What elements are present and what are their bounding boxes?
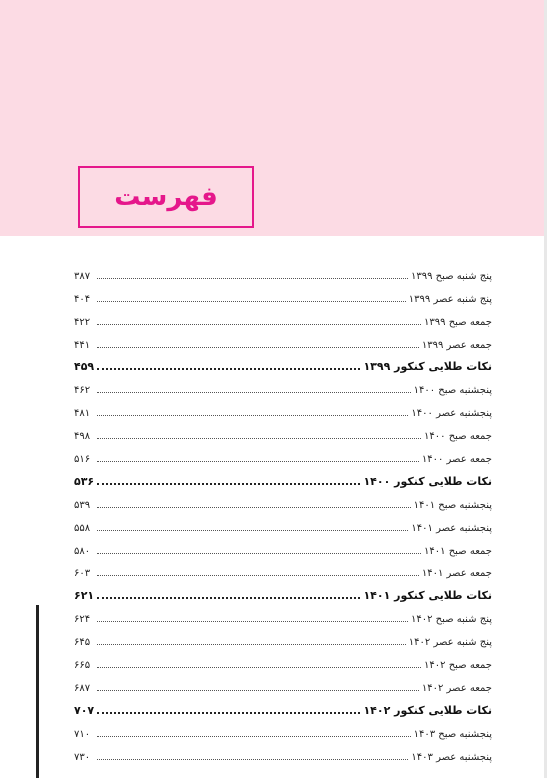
toc-entry-page-number: ۶۶۵ — [74, 660, 91, 672]
dot-leader — [97, 324, 421, 325]
toc-entry-label: جمعه صبح ۱۳۹۹ — [424, 316, 492, 328]
toc-entry-label: جمعه صبح ۱۴۰۰ — [424, 431, 492, 443]
toc-entry-label: جمعه صبح ۱۴۰۱ — [424, 545, 492, 557]
toc-entry-label: پنج شنبه صبح ۱۳۹۹ — [410, 270, 492, 282]
dot-leader — [97, 690, 419, 691]
toc-entry[interactable] — [74, 331, 492, 354]
toc-entry-label: پنج شنبه عصر ۱۳۹۹ — [408, 293, 492, 305]
dot-leader — [97, 736, 411, 737]
title-box — [78, 166, 254, 228]
toc-entry-label: جمعه عصر ۱۳۹۹ — [421, 339, 492, 351]
toc-entry-label: پنجشنبه صبح ۱۴۰۳ — [413, 728, 492, 740]
toc-entry[interactable] — [74, 605, 492, 628]
dot-leader — [97, 438, 421, 439]
dot-leader — [97, 507, 411, 508]
toc-entry-page-number: ۴۲۲ — [74, 316, 91, 328]
toc-entry-label: پنجشنبه صبح ۱۴۰۱ — [413, 499, 492, 511]
dot-leader — [97, 759, 408, 760]
toc-entry[interactable] — [74, 651, 492, 674]
dot-leader — [97, 415, 408, 416]
dot-leader — [97, 301, 406, 302]
toc-entry[interactable] — [74, 674, 492, 697]
toc-entry-page-number: ۴۴۱ — [74, 339, 91, 351]
toc-section-entry[interactable] — [74, 468, 492, 491]
toc-entry-label: پنجشنبه عصر ۱۴۰۱ — [411, 522, 492, 534]
dot-leader — [97, 368, 360, 370]
toc-entry-page-number: ۴۵۹ — [74, 360, 95, 374]
toc-entry[interactable] — [74, 285, 492, 308]
toc-entry-label: پنجشنبه عصر ۱۴۰۳ — [411, 751, 492, 763]
toc-entry-page-number: ۶۲۱ — [74, 589, 95, 603]
dot-leader — [97, 667, 421, 668]
toc-entry-page-number: ۳۸۷ — [74, 270, 91, 282]
toc-entry-page-number: ۶۸۷ — [74, 682, 91, 694]
dot-leader — [97, 553, 421, 554]
dot-leader — [97, 644, 406, 645]
toc-entry-page-number: ۶۲۴ — [74, 614, 91, 626]
toc-entry[interactable] — [74, 491, 492, 514]
toc-entry-label: جمعه عصر ۱۴۰۱ — [421, 568, 492, 580]
toc-entry-page-number: ۷۱۰ — [74, 728, 91, 740]
toc-entry-page-number: ۶۰۳ — [74, 568, 91, 580]
dot-leader — [97, 461, 419, 462]
toc-entry-page-number: ۵۱۶ — [74, 454, 91, 466]
toc-entry[interactable] — [74, 262, 492, 285]
toc-entry[interactable] — [74, 628, 492, 651]
dot-leader — [97, 347, 419, 348]
dot-leader — [97, 575, 419, 576]
dot-leader — [97, 483, 360, 485]
toc-entry-label: پنج شنبه صبح ۱۴۰۲ — [410, 614, 492, 626]
toc-entry-page-number: ۵۵۸ — [74, 522, 91, 534]
dot-leader — [97, 530, 408, 531]
toc-entry-page-number: ۴۸۱ — [74, 408, 91, 420]
toc-entry[interactable] — [74, 399, 492, 422]
toc-entry[interactable] — [74, 445, 492, 468]
toc-entry-page-number: ۴۰۴ — [74, 293, 91, 305]
table-of-contents — [74, 262, 492, 766]
toc-entry[interactable] — [74, 560, 492, 583]
toc-entry-label: نکات طلایی کنکور ۱۴۰۰ — [363, 474, 492, 488]
toc-entry-page-number: ۷۳۰ — [74, 751, 91, 763]
toc-entry-label: پنجشنبه عصر ۱۴۰۰ — [411, 408, 492, 420]
toc-entry-page-number: ۵۳۶ — [74, 474, 95, 488]
toc-entry-label: پنج شنبه عصر ۱۴۰۲ — [408, 637, 492, 649]
toc-entry-page-number: ۵۳۹ — [74, 499, 91, 511]
toc-entry[interactable] — [74, 422, 492, 445]
dot-leader — [97, 392, 411, 393]
toc-entry-page-number: ۴۶۲ — [74, 385, 91, 397]
toc-entry-label: جمعه صبح ۱۴۰۲ — [424, 660, 492, 672]
toc-entry-page-number: ۷۰۷ — [74, 703, 95, 717]
toc-entry-label: جمعه عصر ۱۴۰۲ — [421, 682, 492, 694]
toc-entry[interactable] — [74, 537, 492, 560]
toc-entry[interactable] — [74, 720, 492, 743]
toc-section-entry[interactable] — [74, 354, 492, 377]
toc-section-entry[interactable] — [74, 697, 492, 720]
margin-rule — [36, 605, 39, 778]
toc-entry-label: جمعه عصر ۱۴۰۰ — [421, 454, 492, 466]
toc-entry-label: نکات طلایی کنکور ۱۳۹۹ — [363, 360, 492, 374]
toc-entry-label: نکات طلایی کنکور ۱۴۰۱ — [363, 589, 492, 603]
page-title: فهرست — [114, 182, 218, 212]
dot-leader — [97, 597, 360, 599]
toc-entry[interactable] — [74, 376, 492, 399]
toc-entry-page-number: ۶۴۵ — [74, 637, 91, 649]
toc-entry-label: پنجشنبه صبح ۱۴۰۰ — [413, 385, 492, 397]
toc-entry[interactable] — [74, 308, 492, 331]
toc-entry[interactable] — [74, 514, 492, 537]
toc-section-entry[interactable] — [74, 582, 492, 605]
toc-entry-page-number: ۵۸۰ — [74, 545, 91, 557]
toc-entry[interactable] — [74, 743, 492, 766]
dot-leader — [97, 621, 408, 622]
dot-leader — [97, 278, 408, 279]
toc-entry-label: نکات طلایی کنکور ۱۴۰۲ — [363, 703, 492, 717]
dot-leader — [97, 712, 360, 714]
toc-entry-page-number: ۴۹۸ — [74, 431, 91, 443]
